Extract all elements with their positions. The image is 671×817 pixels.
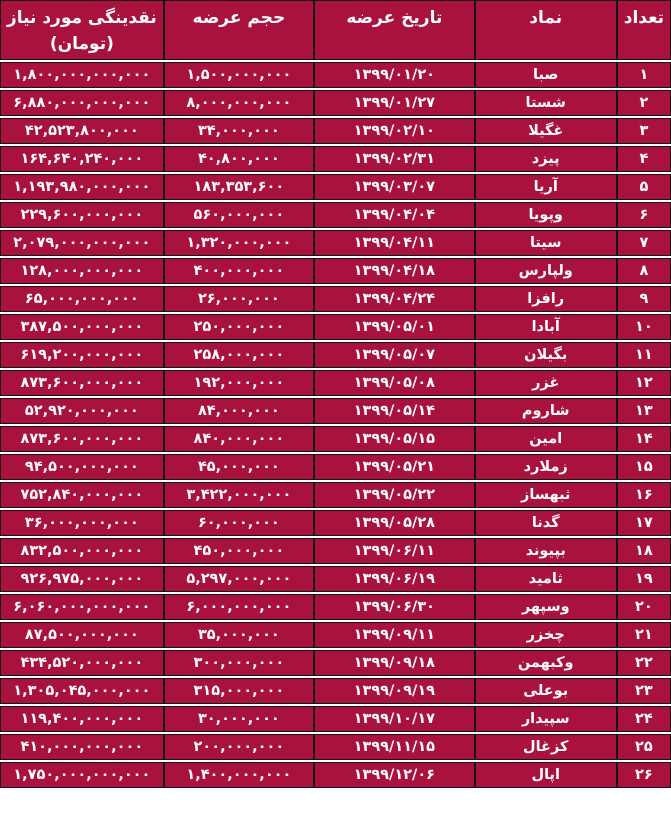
cell-count: ۲۱ bbox=[617, 622, 671, 648]
cell-required-liquidity: ۹۲۶,۹۷۵,۰۰۰,۰۰۰ bbox=[0, 566, 164, 592]
header-symbol: نماد bbox=[475, 0, 617, 60]
cell-offering-date: ۱۳۹۹/۰۶/۱۱ bbox=[314, 538, 475, 564]
cell-offering-date: ۱۳۹۹/۰۵/۱۵ bbox=[314, 426, 475, 452]
cell-offering-volume: ۲۰۰,۰۰۰,۰۰۰ bbox=[164, 734, 314, 760]
cell-symbol: وپویا bbox=[475, 202, 617, 228]
cell-required-liquidity: ۴۳۴,۵۲۰,۰۰۰,۰۰۰ bbox=[0, 650, 164, 676]
cell-offering-date: ۱۳۹۹/۰۳/۰۷ bbox=[314, 174, 475, 200]
table-row bbox=[0, 426, 671, 452]
cell-offering-date: ۱۳۹۹/۰۵/۰۷ bbox=[314, 342, 475, 368]
cell-offering-volume: ۸,۰۰۰,۰۰۰,۰۰۰ bbox=[164, 90, 314, 116]
cell-required-liquidity: ۱,۱۹۳,۹۸۰,۰۰۰,۰۰۰ bbox=[0, 174, 164, 200]
cell-offering-volume: ۳,۴۲۲,۰۰۰,۰۰۰ bbox=[164, 482, 314, 508]
table-row bbox=[0, 566, 671, 592]
cell-required-liquidity: ۶۱۹,۲۰۰,۰۰۰,۰۰۰ bbox=[0, 342, 164, 368]
table-row bbox=[0, 146, 671, 172]
cell-offering-volume: ۱,۳۲۰,۰۰۰,۰۰۰ bbox=[164, 230, 314, 256]
cell-required-liquidity: ۱,۳۰۵,۰۴۵,۰۰۰,۰۰۰ bbox=[0, 678, 164, 704]
header-required-liquidity-line2: (تومان) bbox=[49, 34, 114, 54]
cell-offering-date: ۱۳۹۹/۰۵/۰۸ bbox=[314, 370, 475, 396]
cell-offering-volume: ۸۴۰,۰۰۰,۰۰۰ bbox=[164, 426, 314, 452]
cell-required-liquidity: ۶,۰۶۰,۰۰۰,۰۰۰,۰۰۰ bbox=[0, 594, 164, 620]
cell-required-liquidity: ۳۸۷,۵۰۰,۰۰۰,۰۰۰ bbox=[0, 314, 164, 340]
cell-required-liquidity: ۴۲,۵۲۳,۸۰۰,۰۰۰ bbox=[0, 118, 164, 144]
header-required-liquidity bbox=[0, 0, 164, 60]
cell-offering-volume: ۳۰۰,۰۰۰,۰۰۰ bbox=[164, 650, 314, 676]
table-row bbox=[0, 230, 671, 256]
table-row bbox=[0, 594, 671, 620]
cell-count: ۲۵ bbox=[617, 734, 671, 760]
cell-required-liquidity: ۷۵۲,۸۴۰,۰۰۰,۰۰۰ bbox=[0, 482, 164, 508]
cell-required-liquidity: ۸۳۲,۵۰۰,۰۰۰,۰۰۰ bbox=[0, 538, 164, 564]
cell-offering-volume: ۵۶۰,۰۰۰,۰۰۰ bbox=[164, 202, 314, 228]
cell-count: ۸ bbox=[617, 258, 671, 284]
cell-count: ۲۳ bbox=[617, 678, 671, 704]
cell-symbol: غگیلا bbox=[475, 118, 617, 144]
cell-count: ۲۰ bbox=[617, 594, 671, 620]
cell-required-liquidity: ۱,۸۰۰,۰۰۰,۰۰۰,۰۰۰ bbox=[0, 62, 164, 88]
cell-symbol: زملارد bbox=[475, 454, 617, 480]
cell-symbol: آریا bbox=[475, 174, 617, 200]
header-offering-date: تاریخ عرضه bbox=[314, 0, 475, 60]
cell-symbol: ولپارس bbox=[475, 258, 617, 284]
cell-count: ۲ bbox=[617, 90, 671, 116]
cell-required-liquidity: ۱,۷۵۰,۰۰۰,۰۰۰,۰۰۰ bbox=[0, 762, 164, 788]
cell-count: ۱۰ bbox=[617, 314, 671, 340]
cell-offering-date: ۱۳۹۹/۰۵/۲۲ bbox=[314, 482, 475, 508]
cell-offering-volume: ۱۹۲,۰۰۰,۰۰۰ bbox=[164, 370, 314, 396]
cell-required-liquidity: ۶,۸۸۰,۰۰۰,۰۰۰,۰۰۰ bbox=[0, 90, 164, 116]
cell-offering-date: ۱۳۹۹/۰۲/۳۱ bbox=[314, 146, 475, 172]
cell-offering-volume: ۳۰,۰۰۰,۰۰۰ bbox=[164, 706, 314, 732]
table-body bbox=[0, 62, 671, 788]
cell-offering-date: ۱۳۹۹/۰۱/۲۷ bbox=[314, 90, 475, 116]
cell-count: ۱۵ bbox=[617, 454, 671, 480]
table-row bbox=[0, 342, 671, 368]
table-row bbox=[0, 62, 671, 88]
cell-required-liquidity: ۸۷۳,۶۰۰,۰۰۰,۰۰۰ bbox=[0, 370, 164, 396]
cell-count: ۱ bbox=[617, 62, 671, 88]
cell-required-liquidity: ۱۶۴,۶۴۰,۲۴۰,۰۰۰ bbox=[0, 146, 164, 172]
cell-offering-volume: ۳۵,۰۰۰,۰۰۰ bbox=[164, 622, 314, 648]
cell-symbol: سپیدار bbox=[475, 706, 617, 732]
table-row bbox=[0, 762, 671, 788]
cell-offering-date: ۱۳۹۹/۰۱/۲۰ bbox=[314, 62, 475, 88]
table-row bbox=[0, 454, 671, 480]
cell-count: ۱۸ bbox=[617, 538, 671, 564]
cell-offering-volume: ۶۰,۰۰۰,۰۰۰ bbox=[164, 510, 314, 536]
cell-offering-date: ۱۳۹۹/۰۲/۱۰ bbox=[314, 118, 475, 144]
cell-required-liquidity: ۹۴,۵۰۰,۰۰۰,۰۰۰ bbox=[0, 454, 164, 480]
cell-count: ۱۶ bbox=[617, 482, 671, 508]
cell-offering-volume: ۴۵,۰۰۰,۰۰۰ bbox=[164, 454, 314, 480]
header-required-liquidity-line1: نقدینگی مورد نیاز bbox=[6, 8, 157, 28]
cell-symbol: کزغال bbox=[475, 734, 617, 760]
cell-offering-volume: ۲۵۰,۰۰۰,۰۰۰ bbox=[164, 314, 314, 340]
cell-symbol: بوعلی bbox=[475, 678, 617, 704]
cell-offering-date: ۱۳۹۹/۰۴/۱۱ bbox=[314, 230, 475, 256]
cell-count: ۲۶ bbox=[617, 762, 671, 788]
cell-offering-volume: ۶,۰۰۰,۰۰۰,۰۰۰ bbox=[164, 594, 314, 620]
table-row bbox=[0, 678, 671, 704]
cell-offering-date: ۱۳۹۹/۱۰/۱۷ bbox=[314, 706, 475, 732]
table-row bbox=[0, 314, 671, 340]
cell-count: ۲۴ bbox=[617, 706, 671, 732]
cell-symbol: صبا bbox=[475, 62, 617, 88]
cell-count: ۳ bbox=[617, 118, 671, 144]
cell-symbol: امین bbox=[475, 426, 617, 452]
cell-offering-date: ۱۳۹۹/۰۶/۱۹ bbox=[314, 566, 475, 592]
cell-symbol: شاروم bbox=[475, 398, 617, 424]
cell-offering-date: ۱۳۹۹/۰۵/۲۸ bbox=[314, 510, 475, 536]
header-row bbox=[0, 0, 671, 60]
cell-symbol: بگیلان bbox=[475, 342, 617, 368]
table-row bbox=[0, 174, 671, 200]
cell-symbol: ثامید bbox=[475, 566, 617, 592]
cell-symbol: بپیوند bbox=[475, 538, 617, 564]
cell-count: ۹ bbox=[617, 286, 671, 312]
table-row bbox=[0, 650, 671, 676]
table-row bbox=[0, 706, 671, 732]
cell-required-liquidity: ۱۱۹,۴۰۰,۰۰۰,۰۰۰ bbox=[0, 706, 164, 732]
cell-symbol: آبادا bbox=[475, 314, 617, 340]
cell-symbol: اپال bbox=[475, 762, 617, 788]
cell-offering-date: ۱۳۹۹/۱۲/۰۶ bbox=[314, 762, 475, 788]
cell-symbol: پیزد bbox=[475, 146, 617, 172]
cell-count: ۲۲ bbox=[617, 650, 671, 676]
cell-count: ۱۹ bbox=[617, 566, 671, 592]
cell-required-liquidity: ۲,۰۷۹,۰۰۰,۰۰۰,۰۰۰ bbox=[0, 230, 164, 256]
cell-count: ۵ bbox=[617, 174, 671, 200]
cell-offering-date: ۱۳۹۹/۰۹/۱۹ bbox=[314, 678, 475, 704]
cell-symbol: سیتا bbox=[475, 230, 617, 256]
cell-symbol: ثبهساز bbox=[475, 482, 617, 508]
cell-count: ۴ bbox=[617, 146, 671, 172]
cell-offering-date: ۱۳۹۹/۰۵/۰۱ bbox=[314, 314, 475, 340]
table-header bbox=[0, 0, 671, 60]
cell-symbol: چخزر bbox=[475, 622, 617, 648]
cell-symbol: گدنا bbox=[475, 510, 617, 536]
cell-count: ۱۲ bbox=[617, 370, 671, 396]
cell-count: ۱۷ bbox=[617, 510, 671, 536]
table-row bbox=[0, 510, 671, 536]
cell-offering-volume: ۲۶,۰۰۰,۰۰۰ bbox=[164, 286, 314, 312]
cell-offering-date: ۱۳۹۹/۱۱/۱۵ bbox=[314, 734, 475, 760]
header-count: تعداد bbox=[617, 0, 671, 60]
cell-required-liquidity: ۸۷,۵۰۰,۰۰۰,۰۰۰ bbox=[0, 622, 164, 648]
cell-offering-date: ۱۳۹۹/۰۴/۲۴ bbox=[314, 286, 475, 312]
cell-offering-volume: ۴۰,۸۰۰,۰۰۰ bbox=[164, 146, 314, 172]
cell-required-liquidity: ۳۶,۰۰۰,۰۰۰,۰۰۰ bbox=[0, 510, 164, 536]
cell-offering-volume: ۱,۴۰۰,۰۰۰,۰۰۰ bbox=[164, 762, 314, 788]
table-row bbox=[0, 482, 671, 508]
cell-offering-volume: ۱۸۳,۳۵۳,۶۰۰ bbox=[164, 174, 314, 200]
cell-offering-volume: ۵,۲۹۷,۰۰۰,۰۰۰ bbox=[164, 566, 314, 592]
cell-required-liquidity: ۲۲۹,۶۰۰,۰۰۰,۰۰۰ bbox=[0, 202, 164, 228]
cell-offering-volume: ۸۴,۰۰۰,۰۰۰ bbox=[164, 398, 314, 424]
cell-required-liquidity: ۶۵,۰۰۰,۰۰۰,۰۰۰ bbox=[0, 286, 164, 312]
table-row bbox=[0, 258, 671, 284]
table-row bbox=[0, 622, 671, 648]
cell-required-liquidity: ۴۱۰,۰۰۰,۰۰۰,۰۰۰ bbox=[0, 734, 164, 760]
cell-offering-volume: ۴۵۰,۰۰۰,۰۰۰ bbox=[164, 538, 314, 564]
cell-offering-date: ۱۳۹۹/۰۹/۱۱ bbox=[314, 622, 475, 648]
cell-offering-date: ۱۳۹۹/۰۹/۱۸ bbox=[314, 650, 475, 676]
cell-offering-date: ۱۳۹۹/۰۵/۱۴ bbox=[314, 398, 475, 424]
table-row bbox=[0, 90, 671, 116]
cell-count: ۶ bbox=[617, 202, 671, 228]
table-row bbox=[0, 538, 671, 564]
cell-symbol: وکبهمن bbox=[475, 650, 617, 676]
cell-count: ۱۳ bbox=[617, 398, 671, 424]
cell-symbol: شستا bbox=[475, 90, 617, 116]
cell-offering-volume: ۱,۵۰۰,۰۰۰,۰۰۰ bbox=[164, 62, 314, 88]
table-row bbox=[0, 286, 671, 312]
cell-symbol: غزر bbox=[475, 370, 617, 396]
cell-required-liquidity: ۸۷۳,۶۰۰,۰۰۰,۰۰۰ bbox=[0, 426, 164, 452]
table-row bbox=[0, 202, 671, 228]
cell-count: ۱۱ bbox=[617, 342, 671, 368]
cell-symbol: رافزا bbox=[475, 286, 617, 312]
table-row bbox=[0, 734, 671, 760]
header-offering-volume: حجم عرضه bbox=[164, 0, 314, 60]
table-row bbox=[0, 398, 671, 424]
table-row bbox=[0, 118, 671, 144]
cell-count: ۷ bbox=[617, 230, 671, 256]
cell-required-liquidity: ۵۲,۹۲۰,۰۰۰,۰۰۰ bbox=[0, 398, 164, 424]
table-row bbox=[0, 370, 671, 396]
cell-offering-volume: ۴۰۰,۰۰۰,۰۰۰ bbox=[164, 258, 314, 284]
cell-offering-volume: ۳۱۵,۰۰۰,۰۰۰ bbox=[164, 678, 314, 704]
cell-offering-date: ۱۳۹۹/۰۵/۲۱ bbox=[314, 454, 475, 480]
cell-count: ۱۴ bbox=[617, 426, 671, 452]
cell-offering-volume: ۳۴,۰۰۰,۰۰۰ bbox=[164, 118, 314, 144]
cell-offering-date: ۱۳۹۹/۰۴/۱۸ bbox=[314, 258, 475, 284]
cell-offering-volume: ۲۵۸,۰۰۰,۰۰۰ bbox=[164, 342, 314, 368]
cell-symbol: وسپهر bbox=[475, 594, 617, 620]
cell-required-liquidity: ۱۲۸,۰۰۰,۰۰۰,۰۰۰ bbox=[0, 258, 164, 284]
cell-offering-date: ۱۳۹۹/۰۴/۰۴ bbox=[314, 202, 475, 228]
cell-offering-date: ۱۳۹۹/۰۶/۳۰ bbox=[314, 594, 475, 620]
